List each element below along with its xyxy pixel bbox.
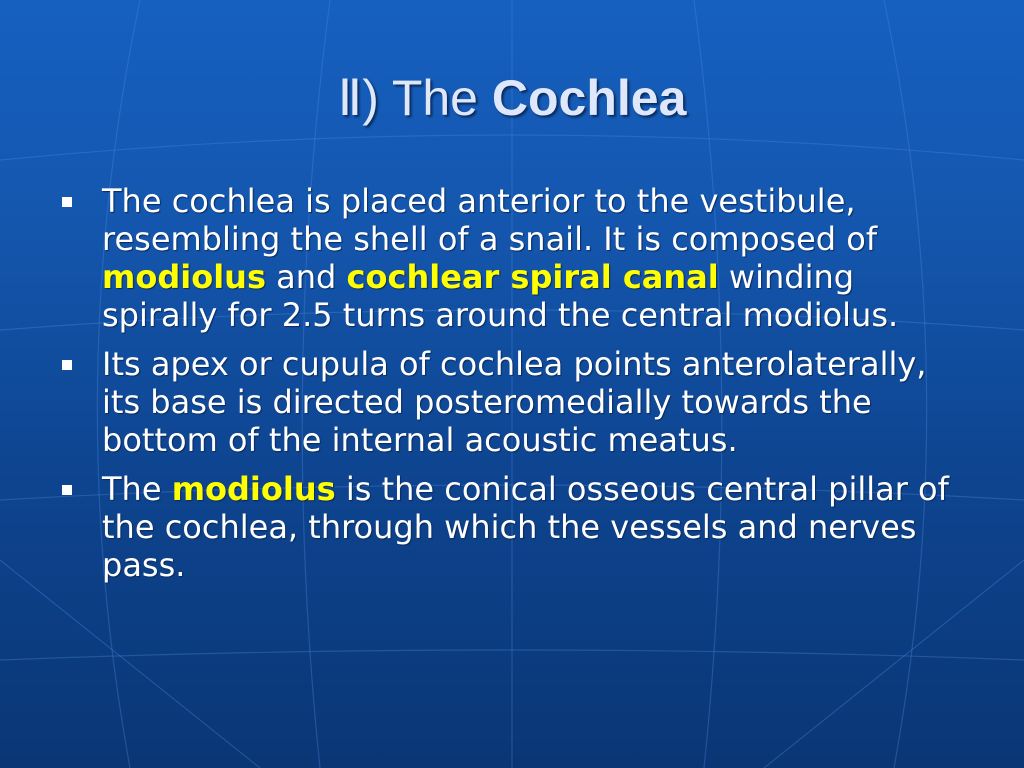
bullet-item (62, 345, 972, 459)
bullet-item (62, 182, 972, 334)
bullet-marker-icon (62, 197, 72, 207)
bullet-text: The cochlea is placed anterior to the vestibule, resembling the shell of a snail. It is composed of (102, 182, 878, 258)
bullet-text: and (276, 258, 337, 296)
slide-title (0, 66, 1024, 130)
highlight-term: modiolus (102, 258, 266, 296)
title-strong: Cochlea (491, 70, 687, 126)
bullet-text: winding spirally for 2.5 turns around the central modiolus. (102, 258, 899, 334)
bullet-item (62, 470, 972, 584)
bullet-text: is the conical osseous central pillar of the cochlea, through which the vessels and nerves pass. (102, 470, 949, 584)
title-prefix: Ⅱ) The (337, 70, 478, 126)
highlight-term: cochlear spiral canal (346, 258, 719, 296)
bullet-list (62, 182, 972, 595)
bullet-text: Its apex or cupula of cochlea points anterolaterally, its base is directed posteromedially towards the bottom of the internal acoustic meatus. (102, 345, 927, 459)
bullet-text: The (102, 470, 162, 508)
highlight-term: modiolus (171, 470, 336, 508)
bullet-marker-icon (62, 485, 72, 495)
bullet-marker-icon (62, 360, 72, 370)
